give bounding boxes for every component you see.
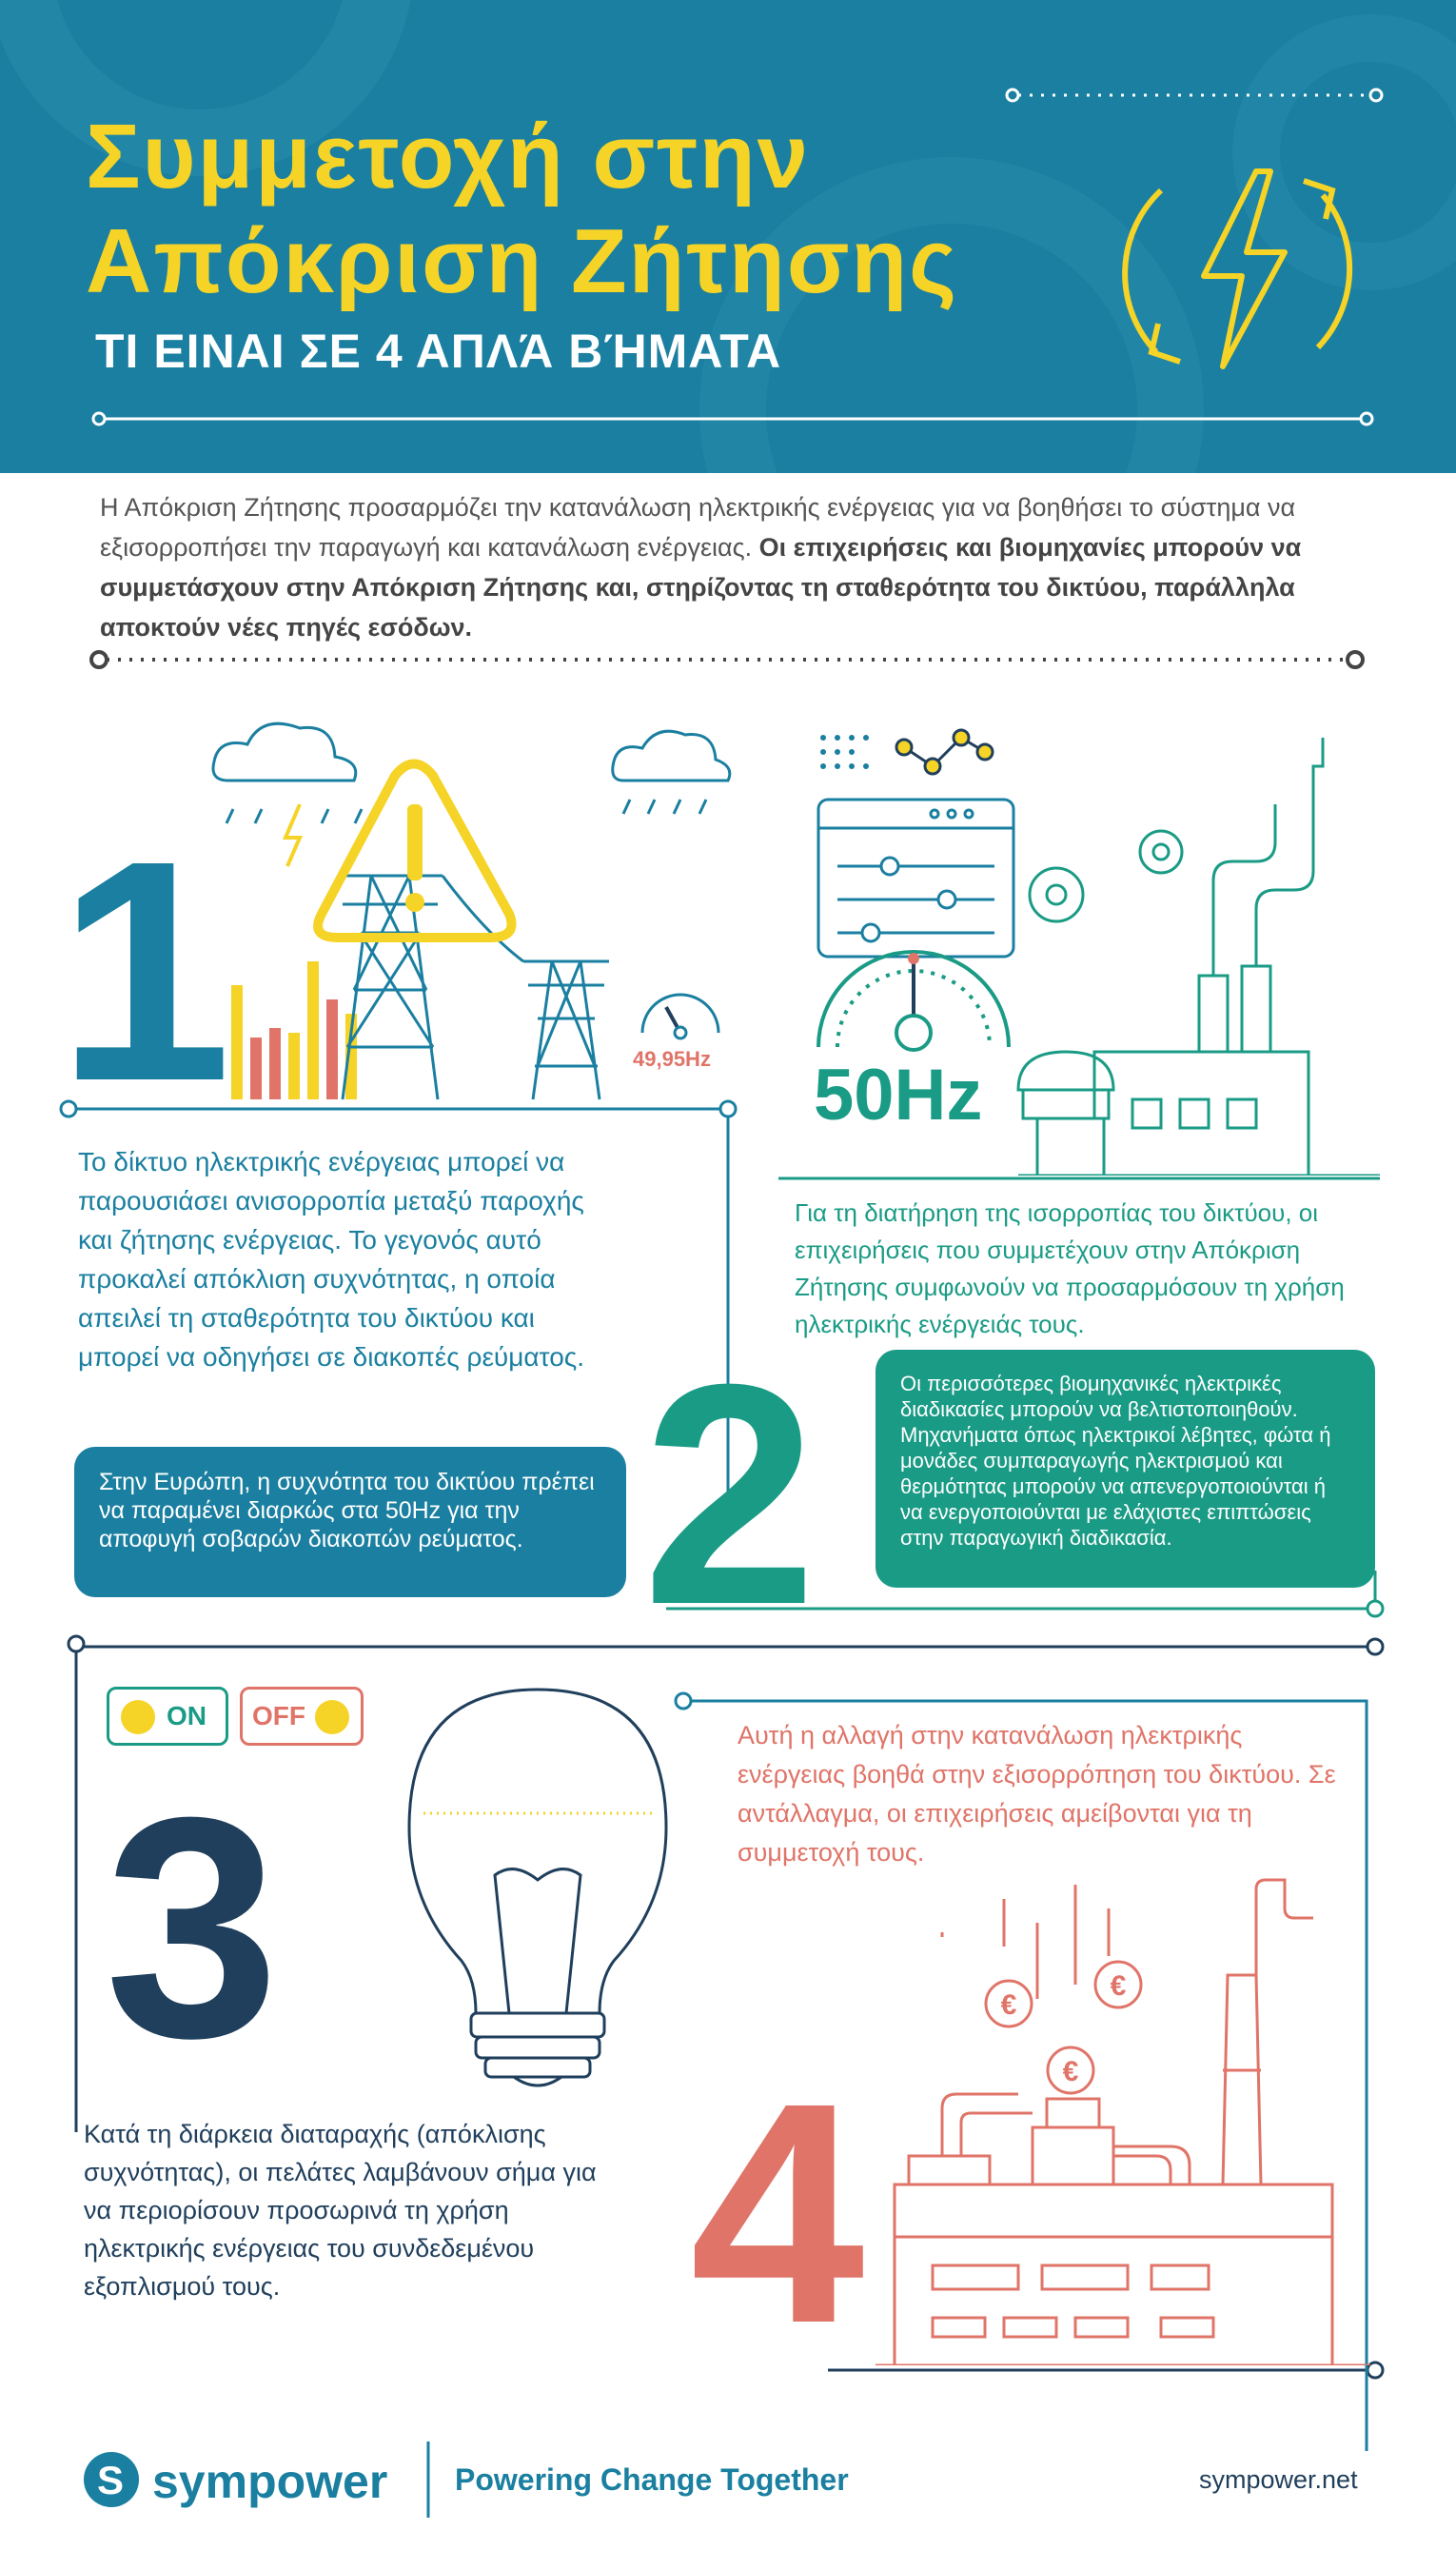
step1-text: Το δίκτυο ηλεκτρικής ενέργειας μπορεί να παρουσιάσει ανισορροπία μεταξύ παροχής και ζήτησης ενέργειας. Το γεγονός αυτό προκαλεί απόκλιση συχνότητας, η οποία απειλεί τη σταθερότητα του δικτύου και μπορεί να οδηγήσει σε διακοπές ρεύματος. — [78, 1147, 585, 1372]
step1-gauge-label: 49,95Hz — [633, 1047, 711, 1071]
logo-s-glyph: S — [97, 2458, 125, 2502]
step2-box: Οι περισσότερες βιομηχανικές ηλεκτρικές διαδικασίες μπορούν να βελτιστοποιηθούν. Μηχανήματα όπως ηλεκτρικοί λέβητες, φώτα ή μονάδες συμπαραγωγής ηλεκτρισμού και θερμότητας μπορούν να απενεργοποιούνται ή να ενεργοποιούνται με ελάχιστες επιπτώσεις στην παραγωγική διαδικασία. — [876, 1350, 1375, 1588]
off-label: OFF — [252, 1701, 305, 1730]
step2-number: 2 — [642, 1318, 817, 1670]
on-label: ON — [167, 1701, 207, 1730]
intro-bold: Οι επιχειρήσεις και βιομηχανίες μπορούν να συμμετάσχουν στην Απόκριση Ζήτησης και, στηρίζοντας τη σταθερότητα του δικτύου, παράλληλα αποκτούν νέες πηγές εσόδων. — [100, 533, 1302, 642]
website-link[interactable]: sympower.net — [1199, 2465, 1358, 2494]
step3-text: Κατά τη διάρκεια διαταραχής (απόκλισης συχνότητας), οι πελάτες λαμβάνουν σήμα για να περιορίσουν προσωρινά τη χρήση ηλεκτρικής ενέργειας του συνδεδεμένου εξοπλισμού τους. — [84, 2120, 597, 2301]
step4-text: Αυτή η αλλαγή στην κατανάλωση ηλεκτρικής ενέργειας βοηθά στην εξισορρόπηση του δικτύου. Σε αντάλλαγμα, οι επιχειρήσεις αμείβονται για τη συμμετοχή τους. — [738, 1721, 1336, 1867]
tagline: Powering Change Together — [455, 2462, 849, 2497]
step1-box: Στην Ευρώπη, η συχνότητα του δικτύου πρέπει να παραμένει διαρκώς στα 50Hz για την αποφυγή σοβαρών διακοπών ρεύματος. — [74, 1447, 626, 1597]
step4-number: 4 — [690, 2037, 865, 2388]
step2-gauge-label: 50Hz — [814, 1055, 983, 1136]
sympower-logo-icon — [84, 2452, 139, 2507]
euro-coin-2: € — [1110, 1970, 1127, 2002]
intro-plain: Η Απόκριση Ζήτησης προσαρμόζει την κατανάλωση ηλεκτρικής ενέργειας για να βοηθήσει το σύστημα να εξισορροπήσει την παραγωγή και κατανάλωση ενέργειας. — [100, 493, 1296, 562]
step1-number: 1 — [57, 795, 232, 1146]
euro-coin-1: € — [1000, 1989, 1017, 2021]
step3-number: 3 — [105, 1751, 280, 2103]
euro-coin-3: € — [1062, 2056, 1079, 2087]
brand-name: sympower — [152, 2455, 388, 2508]
step2-text: Για τη διατήρηση της ισορροπίας του δικτύου, οι επιχειρήσεις που συμμετέχουν στην Απόκριση Ζήτησης συμφωνούν να προσαρμόσουν τη χρήση ηλεκτρικής ενέργειάς τους. — [795, 1198, 1345, 1338]
page-title: Συμμετοχή στην Απόκριση Ζήτησης — [86, 106, 959, 312]
page-subtitle: ΤΙ ΕΙΝΑΙ ΣΕ 4 ΑΠΛΆ ΒΉΜΑΤΑ — [95, 325, 782, 378]
